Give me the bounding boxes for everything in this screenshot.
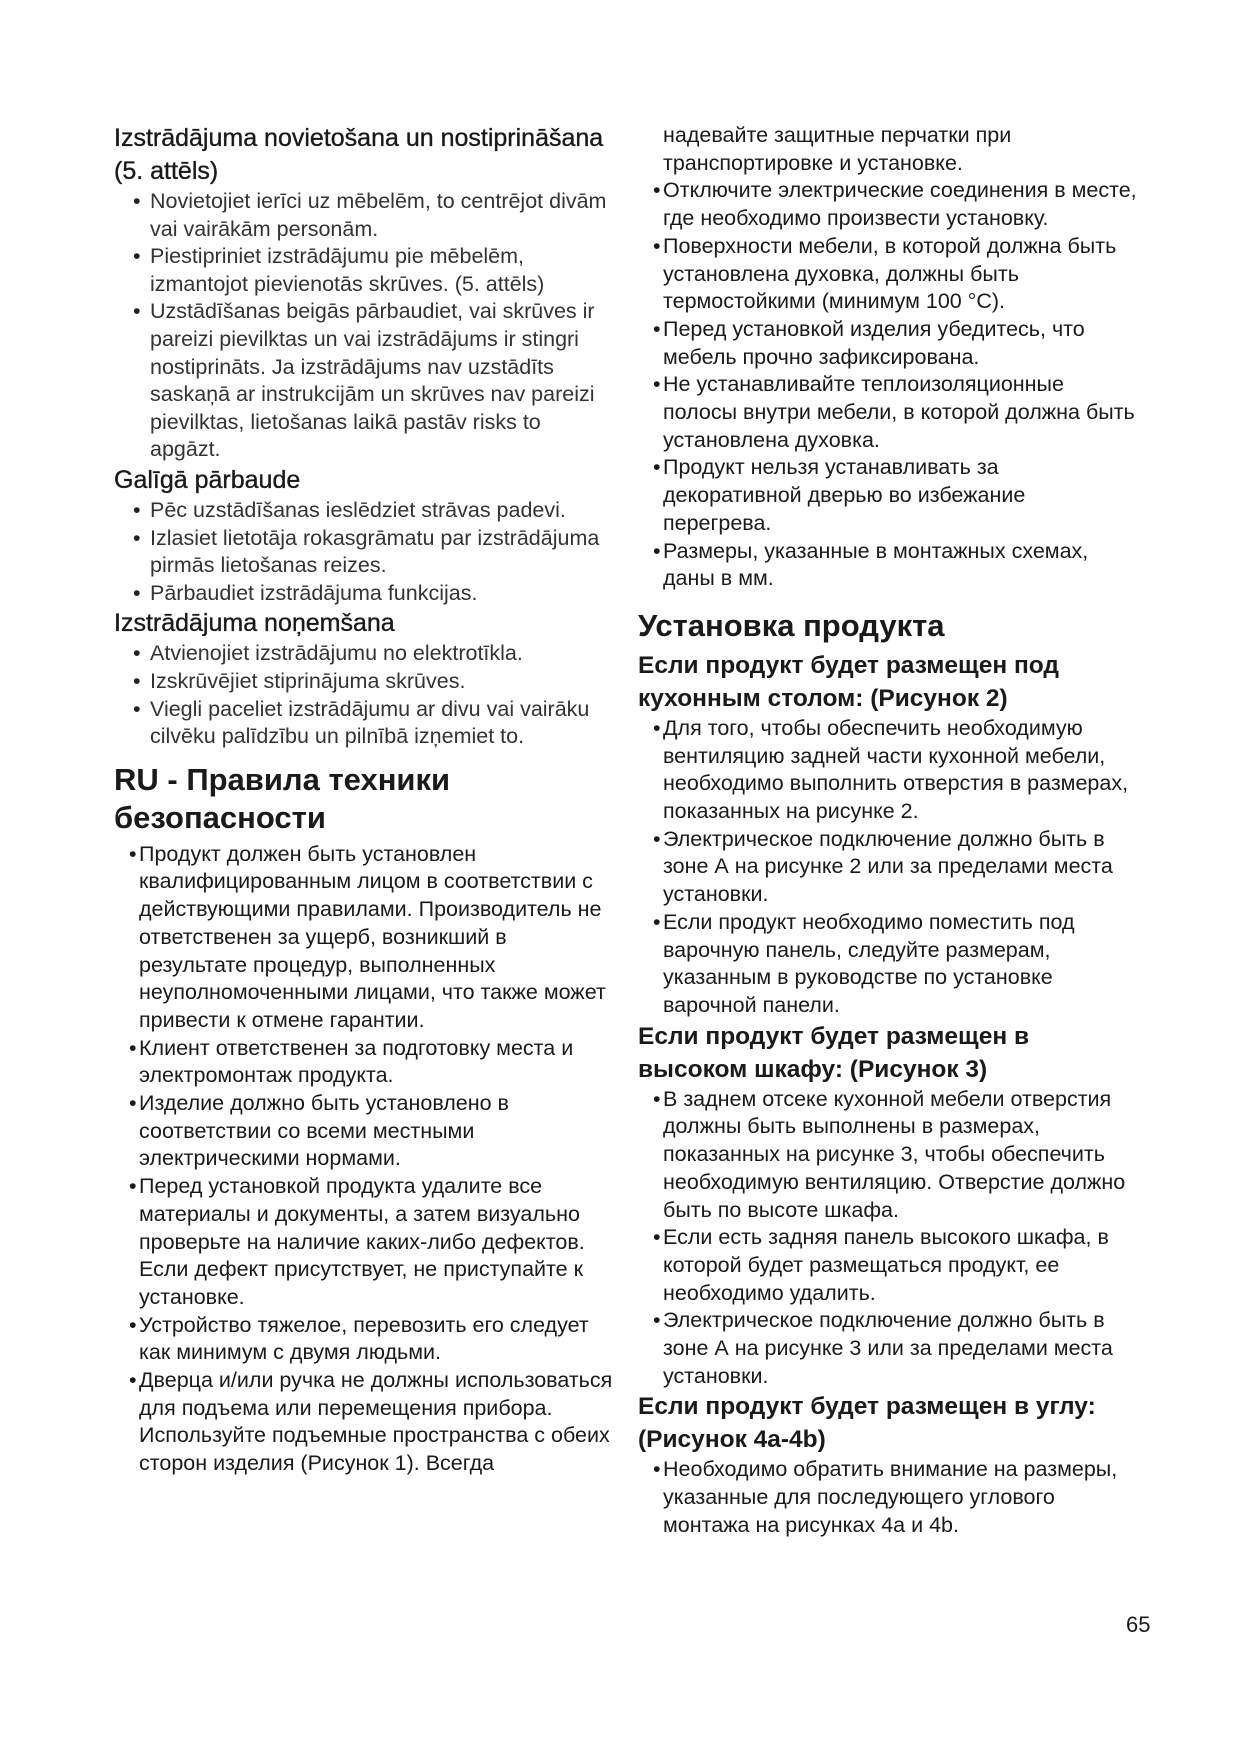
ru-tall-cabinet-list [638,1086,1138,1391]
list-item: • В заднем отсеке кухонной мебели отверстия должны быть выполнены в размерах, показанных на рисунке 3, чтобы обеспечить необходимую вентиляцию. Отверстие должно быть по высоте шкафа. [653,1086,1138,1225]
list-item: • Продукт нельзя устанавливать за декоративной дверью во избежание перегрева. [653,454,1138,537]
ru-corner-list [638,1456,1138,1539]
list-item: • Не устанавливайте теплоизоляционные полосы внутри мебели, в которой должна быть установлена духовка. [653,371,1138,454]
list-item: • Atvienojiet izstrādājumu no elektrotīkla. [133,640,614,668]
left-column [114,122,614,1478]
list-item: • Uzstādīšanas beigās pārbaudiet, vai skrūves ir pareizi pievilktas un vai izstrādājums ir stingri nostiprināts. Ja izstrādājums nav uzstādīts saskaņā ar instrukcijām un skrūves nav pareizi pievilktas, lietošanas laikā pastāv risks to apgāzt. [133,298,614,464]
list-item: • Электрическое подключение должно быть в зоне А на рисунке 3 или за пределами места установки. [653,1307,1138,1390]
lv-removal-title: Izstrādājuma noņemšana [114,609,395,638]
lv-section-placement-title: Izstrādājuma novietošana un nostiprināšana (5. attēls) [114,124,604,185]
list-item: • Продукт должен быть установлен квалифицированным лицом в соответствии с действующими правилами. Производитель не ответственен за ущерб, возникший в результате процедур, выполненных неуполномоченными лицами, что также может привести к отмене гарантии. [129,841,614,1035]
list-item: • Novietojiet ierīci uz mēbelēm, to centrējot divām vai vairākām personām. [133,188,614,243]
ru-safety-list-continued [638,177,1138,593]
list-item: • Отключите электрические соединения в месте, где необходимо произвести установку. [653,177,1138,232]
list-item: • Viegli paceliet izstrādājumu ar divu vai vairāku cilvēku palīdzību un pilnībā izņemiet to. [133,696,614,751]
lv-removal-list [114,640,614,750]
list-item: • Дверца и/или ручка не должны использоваться для подъема или перемещения прибора. Используйте подъемные пространства с обеих сторон изделия (Рисунок 1). Всегда [129,1367,614,1478]
list-item: • Перед установкой изделия убедитесь, что мебель прочно зафиксирована. [653,316,1138,371]
list-item: • Izskrūvējiet stiprinājuma skrūves. [133,668,614,696]
list-item: • Перед установкой продукта удалите все материалы и документы, а затем визуально проверьте на наличие каких-либо дефектов. Если дефект присутствует, не приступайте к установке. [129,1173,614,1312]
ru-under-counter-title: Если продукт будет размещен под кухонным столом: (Рисунок 2) [638,651,1059,712]
list-item: • Для того, чтобы обеспечить необходимую вентиляцию задней части кухонной мебели, необходимо выполнить отверстия в размерах, показанных на рисунке 2. [653,715,1138,826]
lv-final-check-list [114,497,614,607]
right-column [638,122,1138,1540]
ru-safety-list [114,841,614,1478]
ru-safety-title: RU - Правила техники безопасности [114,761,451,835]
ru-corner-title: Если продукт будет размещен в углу: (Рисунок 4a-4b) [638,1393,1096,1454]
list-item: • Устройство тяжелое, перевозить его следует как минимум с двумя людьми. [129,1312,614,1367]
page-number: 65 [1126,1612,1151,1637]
list-item: • Клиент ответственен за подготовку места и электромонтаж продукта. [129,1035,614,1090]
list-item: • Pēc uzstādīšanas ieslēdziet strāvas padevi. [133,497,614,525]
list-item: • Размеры, указанные в монтажных схемах, даны в мм. [653,538,1138,593]
ru-installation-title: Установка продукта [638,607,945,643]
list-item: • Изделие должно быть установлено в соответствии со всеми местными электрическими нормами. [129,1090,614,1173]
list-item: • Izlasiet lietotāja rokasgrāmatu par izstrādājuma pirmās lietošanas reizes. [133,525,614,580]
continued-text: надевайте защитные перчатки при транспортировке и установке. [663,123,1012,175]
list-item: • Pārbaudiet izstrādājuma funkcijas. [133,580,614,608]
list-item: • Если есть задняя панель высокого шкафа, в которой будет размещаться продукт, ее необходимо удалить. [653,1224,1138,1307]
lv-final-check-title: Galīgā pārbaude [114,465,301,494]
ru-tall-cabinet-title: Если продукт будет размещен в высоком шкафу: (Рисунок 3) [638,1022,1030,1083]
list-item: • Необходимо обратить внимание на размеры, указанные для последующего углового монтажа на рисунках 4a и 4b. [653,1456,1138,1539]
list-item: • Поверхности мебели, в которой должна быть установлена духовка, должны быть термостойкими (минимум 100 °C). [653,233,1138,316]
list-item: • Электрическое подключение должно быть в зоне А на рисунке 2 или за пределами места установки. [653,826,1138,909]
ru-under-counter-list [638,715,1138,1020]
list-item: • Если продукт необходимо поместить под варочную панель, следуйте размерам, указанным в руководстве по установке варочной панели. [653,909,1138,1020]
ru-safety-continuation [638,122,1138,177]
lv-placement-list [114,188,614,464]
list-item: • Piestipriniet izstrādājumu pie mēbelēm, izmantojot pievienotās skrūves. (5. attēls) [133,243,614,298]
